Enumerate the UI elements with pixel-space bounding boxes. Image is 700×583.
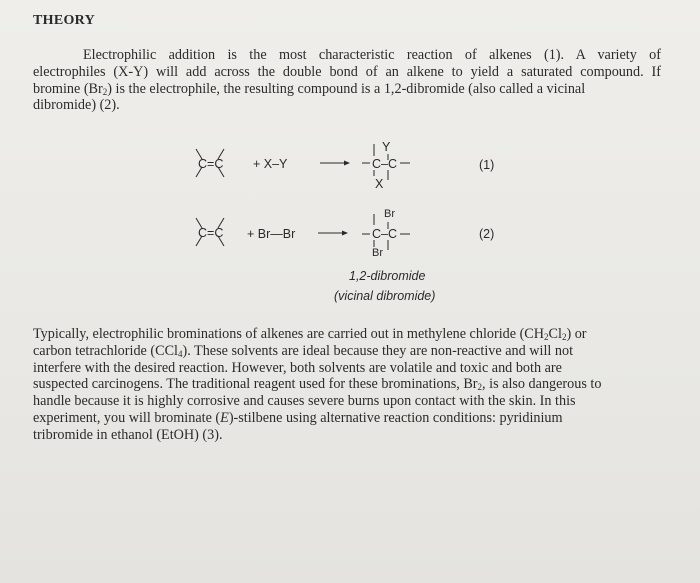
equation-1-number: (1) xyxy=(479,158,495,172)
section-heading: THEORY xyxy=(33,13,95,28)
para2-line-4-a: suspected carcinogens. The traditional reagent used for these brominations, Br xyxy=(33,376,478,393)
para2-line-2 xyxy=(33,343,663,360)
product-2-chain: C–C xyxy=(372,227,398,241)
intro-line-3-start: bromine (Br xyxy=(33,80,103,97)
intro-line-2: electrophiles (X-Y) will add across the double bond of an alkene to yield a saturated compound. If xyxy=(33,63,661,80)
stereo-descriptor-e: E xyxy=(220,409,229,426)
product-1-bottom-x: X xyxy=(375,177,384,191)
alkene-1: C=C xyxy=(198,157,224,171)
para2-line-2-b: ). These solvents are ideal because they are non-reactive and will not xyxy=(182,342,574,359)
intro-line-3 xyxy=(33,81,661,98)
para2-line-5: handle because it is highly corrosive and causes severe burns upon contact with the skin. In this xyxy=(33,393,576,410)
reagent-1: + X–Y xyxy=(253,157,288,171)
product-alt-name-caption: (vicinal dibromide) xyxy=(334,289,436,303)
para2-line-2-a: carbon tetrachloride (CCl xyxy=(33,342,178,359)
alkene-2: C=C xyxy=(198,226,224,240)
product-2-bottom-br: Br xyxy=(372,247,383,259)
bromination-paragraph xyxy=(33,326,663,444)
product-name-caption: 1,2-dibromide xyxy=(349,269,426,283)
intro-line-1: Electrophilic addition is the most characteristic reaction of alkenes (1). A variety of xyxy=(83,47,661,63)
intro-br2-subscript: 2 xyxy=(102,86,108,97)
para2-line-3: interfere with the desired reaction. However, both solvents are volatile and toxic and both are xyxy=(33,359,562,376)
para2-line-6 xyxy=(33,410,663,427)
reaction-arrow-1 xyxy=(320,158,350,168)
intro-paragraph xyxy=(33,47,661,114)
product-1-chain: C–C xyxy=(372,157,398,171)
product-1-top-y: Y xyxy=(382,140,391,154)
para2-line-6-a: experiment, you will brominate ( xyxy=(33,409,221,426)
reagent-2: + Br—Br xyxy=(247,227,296,241)
br2-subscript: 2 xyxy=(477,382,483,393)
para2-line-4-b: , is also dangerous to xyxy=(482,376,602,393)
ch2-subscript: 2 xyxy=(544,332,549,342)
equation-2-number: (2) xyxy=(479,227,495,241)
para2-line-1 xyxy=(33,326,663,343)
para2-line-1-b: Cl xyxy=(548,326,562,342)
ccl4-subscript: 4 xyxy=(177,348,183,359)
reaction-arrow-2 xyxy=(318,228,348,238)
product-2-top-br: Br xyxy=(384,208,395,220)
para2-line-4 xyxy=(33,376,663,393)
cl2-subscript: 2 xyxy=(561,332,567,342)
para2-line-1-c: ) or xyxy=(566,326,587,342)
para2-line-6-c: )-stilbene using alternative reaction conditions: pyridinium xyxy=(228,409,563,426)
intro-line-4: dibromide) (2). xyxy=(33,97,120,114)
intro-line-3-rest: ) is the electrophile, the resulting compound is a 1,2-dibromide (also called a vicinal xyxy=(107,80,586,97)
para2-line-7: tribromide in ethanol (EtOH) (3). xyxy=(33,426,223,443)
para2-line-1-a: Typically, electrophilic brominations of alkenes are carried out in methylene chloride (CH xyxy=(33,326,545,342)
